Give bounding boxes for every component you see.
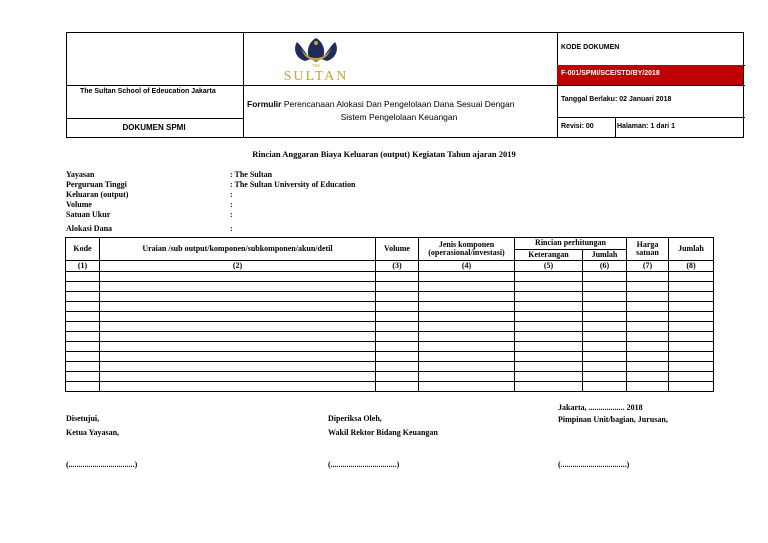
kode-label: KODE DOKUMEN xyxy=(561,44,620,51)
form-title-rest: Perencanaan Alokasi Dan Pengelolaan Dana Sesuai Dengan xyxy=(283,99,515,109)
col-header-harga: Harga satuan xyxy=(627,238,669,261)
col-number: (2) xyxy=(100,261,376,272)
header-divider xyxy=(557,85,745,86)
place-date: Jakarta, .................. 2018 xyxy=(558,403,643,412)
halaman: Halaman: 1 dari 1 xyxy=(617,123,675,130)
sign-mid-title: Diperiksa Oleh, xyxy=(328,414,382,423)
table-row xyxy=(66,382,714,392)
form-title-prefix: Formulir xyxy=(247,99,282,109)
meta-label: Volume xyxy=(66,200,92,209)
col-header-jumlah-sub: Jumlah xyxy=(583,249,627,261)
table-row xyxy=(66,302,714,312)
meta-value: : xyxy=(230,224,233,233)
meta-value: : xyxy=(230,200,233,209)
col-header-kode: Kode xyxy=(66,238,100,261)
col-number: (4) xyxy=(419,261,515,272)
col-number: (6) xyxy=(583,261,627,272)
col-header-uraian: Uraian /sub output/komponen/subkomponen/akun/detil xyxy=(100,238,376,261)
meta-value: : The Sultan University of Education xyxy=(230,180,356,189)
meta-value: : The Sultan xyxy=(230,170,273,179)
budget-table xyxy=(65,237,714,392)
col-header-jenis: Jenis komponen (operasional/investasi) xyxy=(419,238,515,261)
sultan-logo xyxy=(273,34,359,84)
header-divider xyxy=(615,117,616,137)
col-header-rincian: Rincian perhitungan xyxy=(515,238,627,250)
sign-left-role: Ketua Yayasan, xyxy=(66,428,120,437)
sign-left-title: Disetujui, xyxy=(66,414,100,423)
table-row xyxy=(66,352,714,362)
form-title-line2: Sistem Pengelolaan Keuangan xyxy=(340,112,458,122)
meta-label: Keluaran (output) xyxy=(66,190,129,199)
meta-value: : xyxy=(230,210,233,219)
sign-mid-role: Wakil Rektor Bidang Keuangan xyxy=(328,428,438,437)
meta-label: Alokasi Dana xyxy=(66,224,113,233)
meta-label: Satuan Ukur xyxy=(66,210,111,219)
meta-label: Perguruan Tinggi xyxy=(66,180,127,189)
table-row xyxy=(66,372,714,382)
table-row xyxy=(66,312,714,322)
sign-right-role: Pimpinan Unit/bagian, Jurusan, xyxy=(558,415,668,424)
page-title: Rincian Anggaran Biaya Keluaran (output) Kegiatan Tahun ajaran 2019 xyxy=(252,149,516,159)
header-divider xyxy=(67,85,243,86)
header-divider xyxy=(67,118,243,119)
sign-mid-blank: (.................................) xyxy=(328,460,400,469)
col-number: (7) xyxy=(627,261,669,272)
col-header-volume: Volume xyxy=(376,238,419,261)
tanggal-berlaku: Tanggal Berlaku: 02 Januari 2018 xyxy=(561,96,672,103)
meta-labels xyxy=(66,170,128,234)
table-row xyxy=(66,322,714,332)
col-header-jumlah: Jumlah xyxy=(669,238,714,261)
table-row xyxy=(66,332,714,342)
header-divider xyxy=(557,117,745,118)
sign-left-blank: (.................................) xyxy=(66,460,138,469)
kode-value: F-001/SPMI/SCE/STD/BY/2018 xyxy=(561,70,660,77)
sign-right-blank: (.................................) xyxy=(558,460,630,469)
revisi: Revisi: 00 xyxy=(561,123,594,130)
col-number: (3) xyxy=(376,261,419,272)
svg-text:THE: THE xyxy=(312,63,320,68)
meta-value: : xyxy=(230,190,233,199)
col-number: (8) xyxy=(669,261,714,272)
col-number: (1) xyxy=(66,261,100,272)
meta-label: Yayasan xyxy=(66,170,95,179)
form-title-line1 xyxy=(247,99,559,109)
meta-values xyxy=(230,170,355,234)
header-divider xyxy=(243,85,557,86)
svg-text:SULTAN: SULTAN xyxy=(283,69,349,84)
institution-name: The Sultan School of Edeucation Jakarta xyxy=(80,88,216,95)
doc-label: DOKUMEN SPMI xyxy=(122,123,186,132)
table-row xyxy=(66,282,714,292)
col-number: (5) xyxy=(515,261,583,272)
emblem-icon xyxy=(295,38,337,62)
table-row xyxy=(66,342,714,352)
table-row xyxy=(66,292,714,302)
table-row xyxy=(66,362,714,372)
col-header-keterangan: Keterangan xyxy=(515,249,583,261)
table-row xyxy=(66,272,714,282)
